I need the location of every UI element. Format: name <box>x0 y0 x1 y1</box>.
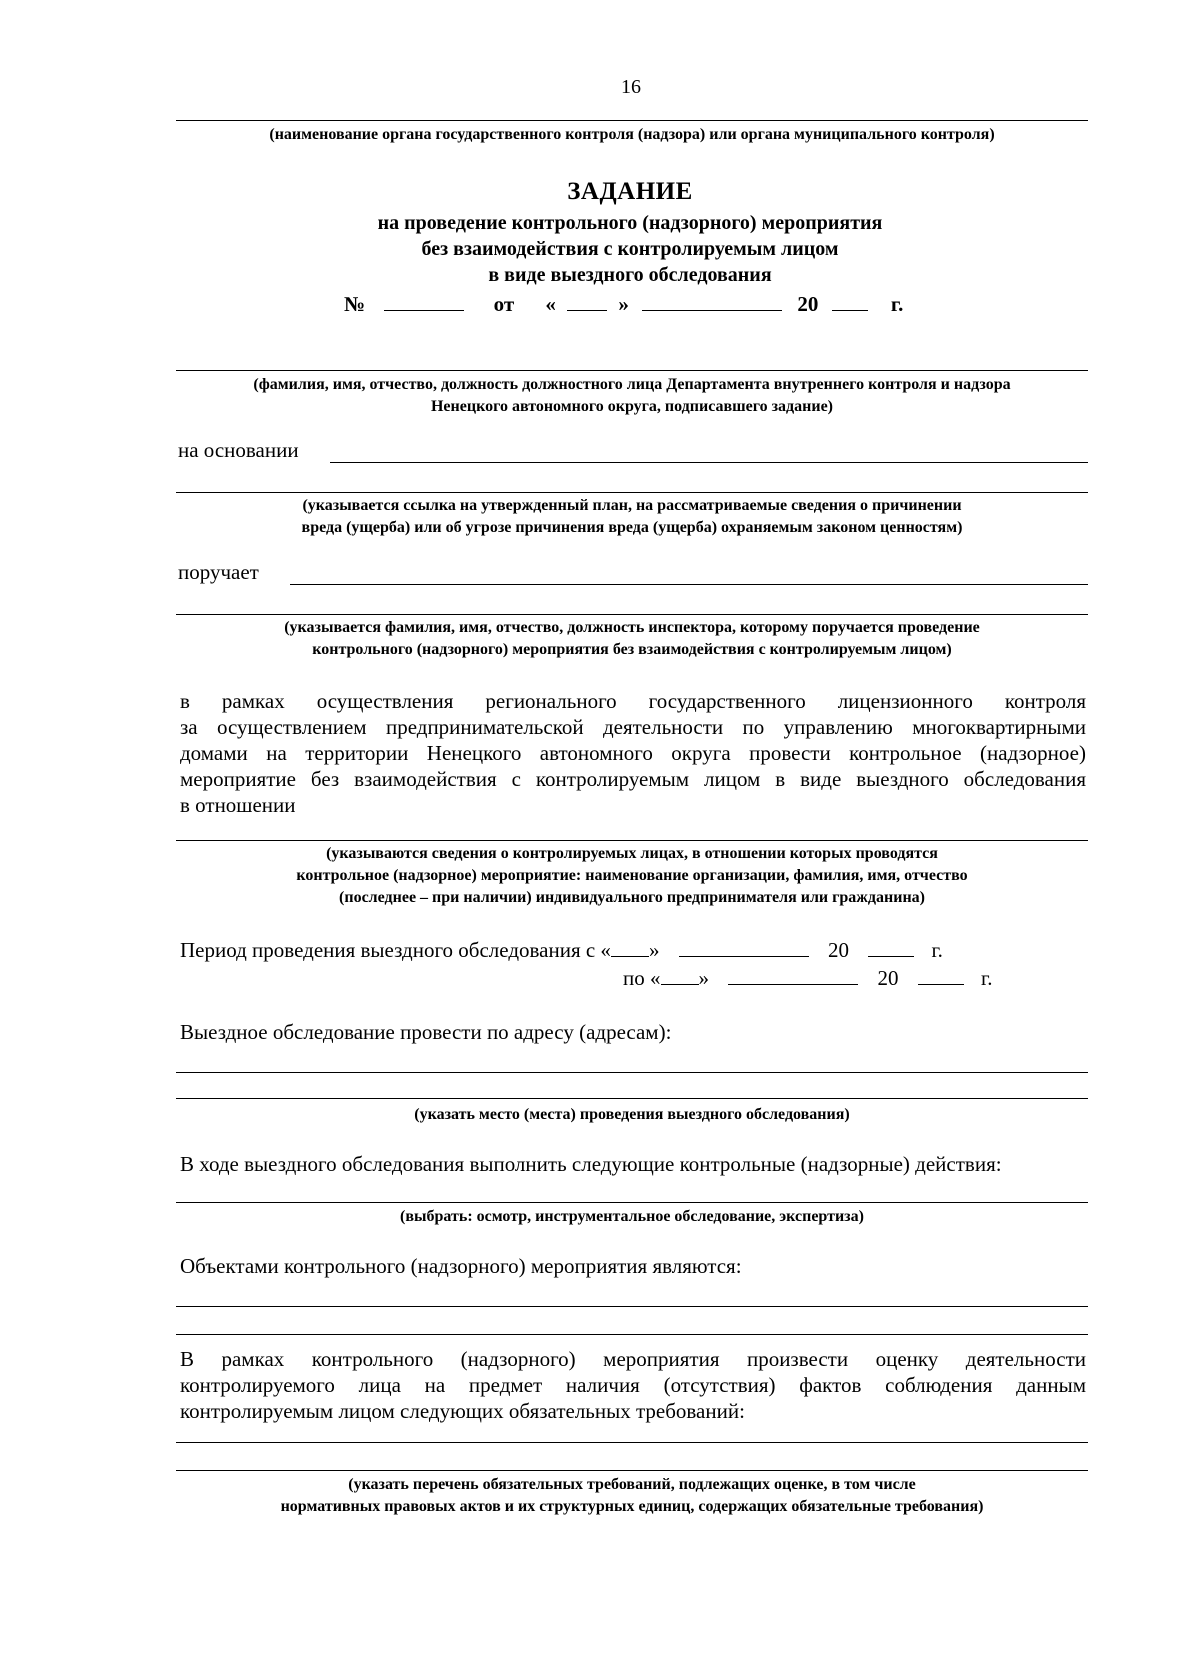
assessment-paragraph <box>180 1346 1086 1424</box>
period-to-label: по « <box>623 966 661 990</box>
number-date-line <box>344 290 903 317</box>
period-to-quote-close: » <box>698 966 709 990</box>
requirements-field-2[interactable] <box>176 1470 1088 1471</box>
day-field[interactable] <box>567 290 607 311</box>
assigns-caption-2: контрольного (надзорного) мероприятия без взаимодействия с контролируемым лицом) <box>312 641 952 658</box>
signer-line[interactable] <box>176 370 1088 371</box>
basis-field[interactable] <box>330 462 1088 463</box>
quote-close: » <box>618 292 629 316</box>
main-paragraph-line: в рамках осуществления регионального государственного лицензионного контроля <box>180 689 1086 713</box>
assessment-paragraph-line: контролируемым лицом следующих обязательных требований: <box>180 1399 745 1423</box>
period-to-day-field[interactable] <box>661 964 699 985</box>
number-field[interactable] <box>384 290 464 311</box>
document-title: ЗАДАНИЕ <box>567 178 693 205</box>
from-label: от <box>493 292 515 316</box>
period-from-line <box>180 936 943 963</box>
objects-label: Объектами контрольного (надзорного) мероприятия являются: <box>180 1254 742 1278</box>
period-to-year-prefix: 20 <box>877 966 899 990</box>
address-field-1[interactable] <box>176 1072 1088 1073</box>
objects-field-1[interactable] <box>176 1306 1088 1307</box>
basis-field-2[interactable] <box>176 492 1088 493</box>
main-paragraph <box>180 688 1086 818</box>
main-paragraph-line: в отношении <box>180 793 296 817</box>
actions-field[interactable] <box>176 1202 1088 1203</box>
authority-name-caption: (наименование органа государственного контроля (надзора) или органа муниципального контроля) <box>269 126 995 143</box>
period-from-label: Период проведения выездного обследования с « <box>180 938 611 962</box>
actions-label: В ходе выездного обследования выполнить следующие контрольные (надзорные) действия: <box>180 1152 1002 1176</box>
main-paragraph-line: домами на территории Ненецкого автономного округа провести контрольное (надзорное) <box>180 741 1086 765</box>
number-sign: № <box>344 292 366 316</box>
subject-caption-3: (последнее – при наличии) индивидуального предпринимателя или гражданина) <box>339 889 925 906</box>
period-from-quote-close: » <box>648 938 660 962</box>
quote-open: « <box>545 292 556 316</box>
assigns-caption-1: (указывается фамилия, имя, отчество, должность инспектора, которому поручается проведение <box>284 619 980 636</box>
basis-caption-2: вреда (ущерба) или об угрозе причинения вреда (ущерба) охраняемым законом ценностям) <box>301 519 963 536</box>
assessment-paragraph-line: В рамках контрольного (надзорного) мероприятия произвести оценку деятельности <box>180 1347 1086 1371</box>
period-to-year-field[interactable] <box>918 964 964 985</box>
assessment-paragraph-line: контролируемого лица на предмет наличия (отсутствия) фактов соблюдения данным <box>180 1373 1086 1397</box>
requirements-caption-1: (указать перечень обязательных требований, подлежащих оценке, в том числе <box>348 1476 916 1493</box>
authority-name-line[interactable] <box>176 120 1088 121</box>
year-suffix: г. <box>890 292 904 316</box>
period-from-year-field[interactable] <box>868 936 914 957</box>
period-to-year-suffix: г. <box>981 966 993 990</box>
title-line-2: без взаимодействия с контролируемым лицом <box>421 238 839 260</box>
requirements-field-1[interactable] <box>176 1442 1088 1443</box>
subject-field[interactable] <box>176 840 1088 841</box>
signer-caption-2: Ненецкого автономного округа, подписавшего задание) <box>430 398 833 415</box>
period-from-year-suffix: г. <box>931 938 943 962</box>
year-field[interactable] <box>832 290 868 311</box>
address-caption: (указать место (места) проведения выездного обследования) <box>414 1106 850 1123</box>
address-label: Выездное обследование провести по адресу (адресам): <box>180 1020 672 1044</box>
title-line-3: в виде выездного обследования <box>488 264 772 286</box>
assigns-field[interactable] <box>290 584 1088 585</box>
main-paragraph-line: мероприятие без взаимодействия с контролируемым лицом в виде выездного обследования <box>180 767 1086 791</box>
subject-caption-1: (указываются сведения о контролируемых лицах, в отношении которых проводятся <box>326 845 938 862</box>
assigns-field-2[interactable] <box>176 614 1088 615</box>
signer-caption-1: (фамилия, имя, отчество, должность должностного лица Департамента внутреннего контроля и надзора <box>253 376 1011 393</box>
page-number: 16 <box>621 76 641 98</box>
period-from-day-field[interactable] <box>611 936 649 957</box>
requirements-caption-2: нормативных правовых актов и их структурных единиц, содержащих обязательные требования) <box>280 1498 984 1515</box>
actions-caption: (выбрать: осмотр, инструментальное обследование, экспертиза) <box>400 1208 864 1225</box>
subject-caption-2: контрольное (надзорное) мероприятие: наименование организации, фамилия, имя, отчество <box>296 867 968 884</box>
basis-label: на основании <box>178 438 299 462</box>
main-paragraph-line: за осуществлением предпринимательской деятельности по управлению многоквартирными <box>180 715 1086 739</box>
period-to-line <box>623 964 993 991</box>
title-line-1: на проведение контрольного (надзорного) мероприятия <box>377 212 883 234</box>
address-field-2[interactable] <box>176 1098 1088 1099</box>
basis-caption-1: (указывается ссылка на утвержденный план, на рассматриваемые сведения о причинении <box>302 497 962 514</box>
year-prefix: 20 <box>797 292 819 316</box>
month-field[interactable] <box>642 290 782 311</box>
objects-field-2[interactable] <box>176 1334 1088 1335</box>
period-to-month-field[interactable] <box>728 964 858 985</box>
period-from-month-field[interactable] <box>679 936 809 957</box>
period-from-year-prefix: 20 <box>827 938 849 962</box>
assigns-label: поручает <box>178 560 259 584</box>
